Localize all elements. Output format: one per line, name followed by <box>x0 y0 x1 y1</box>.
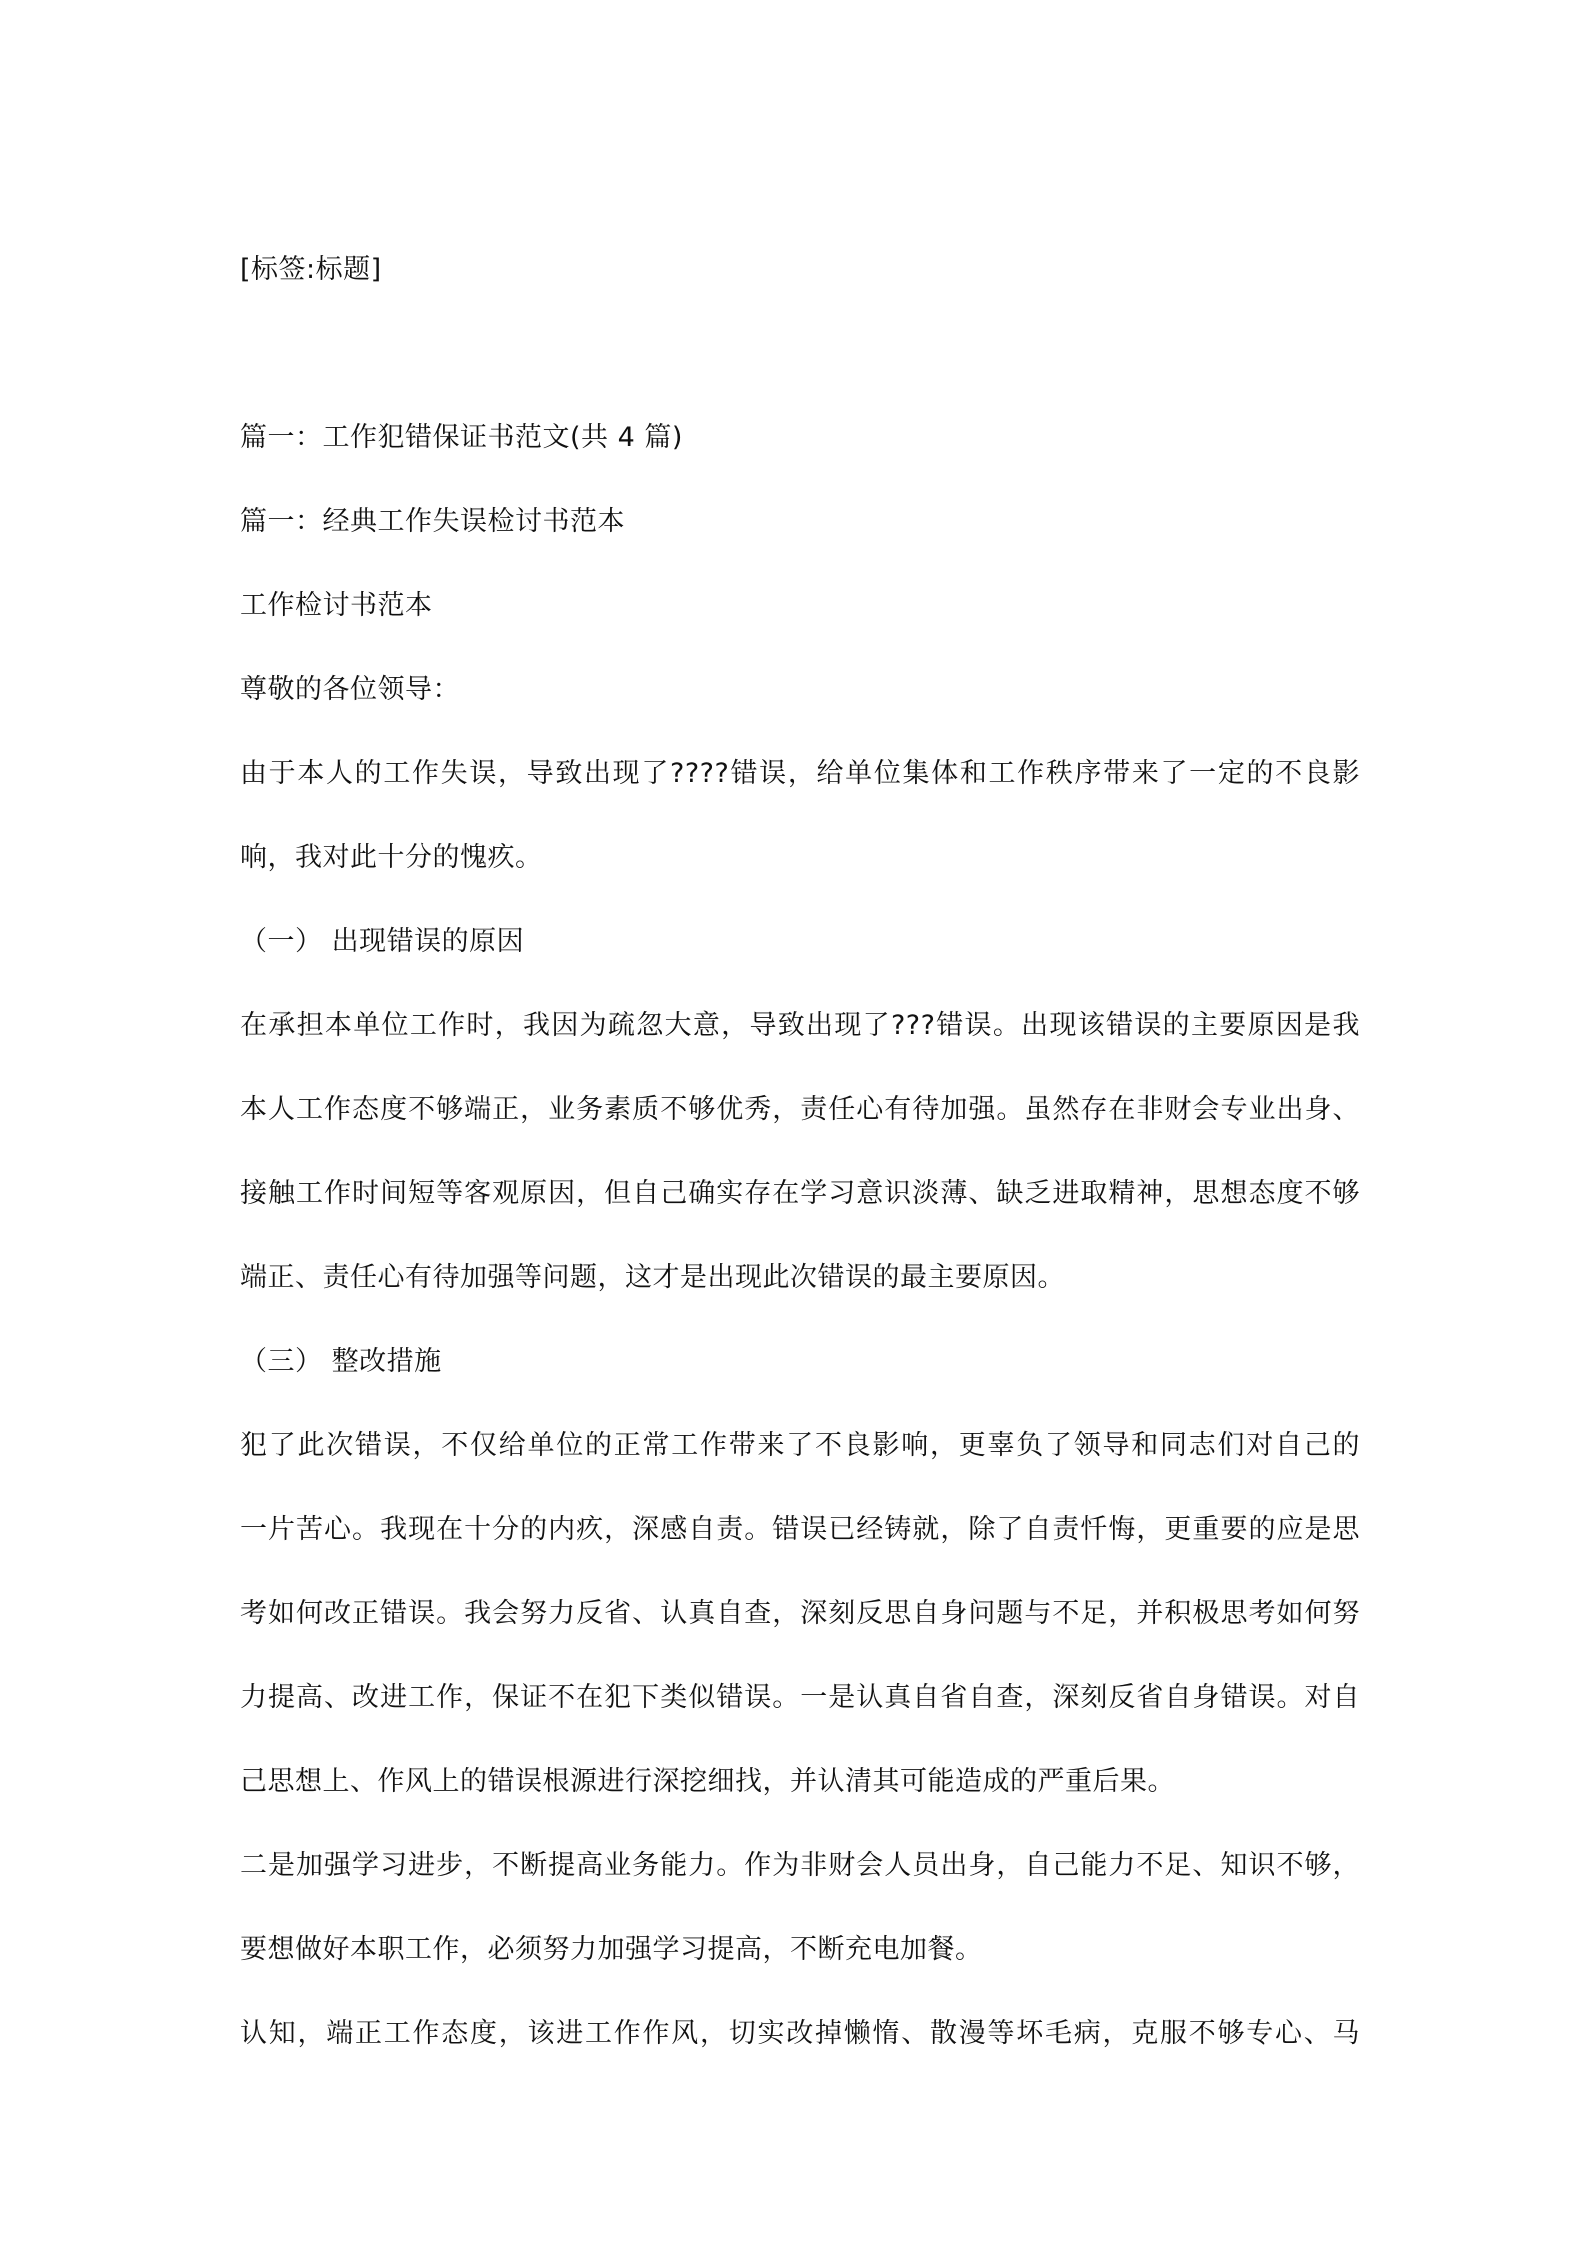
paragraph-line: 考如何改正错误。我会努力反省、认真自查，深刻反思自身问题与不足，并积极思考如何努 <box>240 1598 1360 1629</box>
paragraph-line: 力提高、改进工作，保证不在犯下类似错误。一是认真自省自查，深刻反省自身错误。对自 <box>240 1682 1360 1713</box>
section-title: 篇一：工作犯错保证书范文(共 4 篇) <box>240 422 683 453</box>
paragraph-line: 响，我对此十分的愧疚。 <box>240 842 543 873</box>
paragraph-line: 己思想上、作风上的错误根源进行深挖细找，并认清其可能造成的严重后果。 <box>240 1766 1175 1797</box>
heading-cause: （一） 出现错误的原因 <box>240 926 525 957</box>
paragraph-line: 接触工作时间短等客观原因，但自己确实存在学习意识淡薄、缺乏进取精神，思想态度不够 <box>240 1178 1360 1209</box>
heading-measures: （三） 整改措施 <box>240 1346 442 1377</box>
tag-line: [标签:标题] <box>240 254 382 285</box>
paragraph-line: 本人工作态度不够端正，业务素质不够优秀，责任心有待加强。虽然存在非财会专业出身、 <box>240 1094 1360 1125</box>
subsection-title: 篇一：经典工作失误检讨书范本 <box>240 506 625 537</box>
salutation: 尊敬的各位领导： <box>240 674 460 705</box>
paragraph-line: 要想做好本职工作，必须努力加强学习提高，不断充电加餐。 <box>240 1934 983 1965</box>
paragraph-line: 由于本人的工作失误，导致出现了????错误，给单位集体和工作秩序带来了一定的不良影 <box>240 758 1360 789</box>
document-title: 工作检讨书范本 <box>240 590 433 621</box>
paragraph-line: 认知，端正工作态度，该进工作作风，切实改掉懒惰、散漫等坏毛病，克服不够专心、马 <box>240 2018 1360 2049</box>
paragraph-line: 二是加强学习进步，不断提高业务能力。作为非财会人员出身，自己能力不足、知识不够， <box>240 1850 1360 1881</box>
paragraph-line: 犯了此次错误，不仅给单位的正常工作带来了不良影响，更辜负了领导和同志们对自己的 <box>240 1430 1360 1461</box>
paragraph-line: 一片苦心。我现在十分的内疚，深感自责。错误已经铸就，除了自责忏悔，更重要的应是思 <box>240 1514 1360 1545</box>
paragraph-line: 端正、责任心有待加强等问题，这才是出现此次错误的最主要原因。 <box>240 1262 1065 1293</box>
paragraph-line: 在承担本单位工作时，我因为疏忽大意，导致出现了???错误。出现该错误的主要原因是我 <box>240 1010 1360 1041</box>
